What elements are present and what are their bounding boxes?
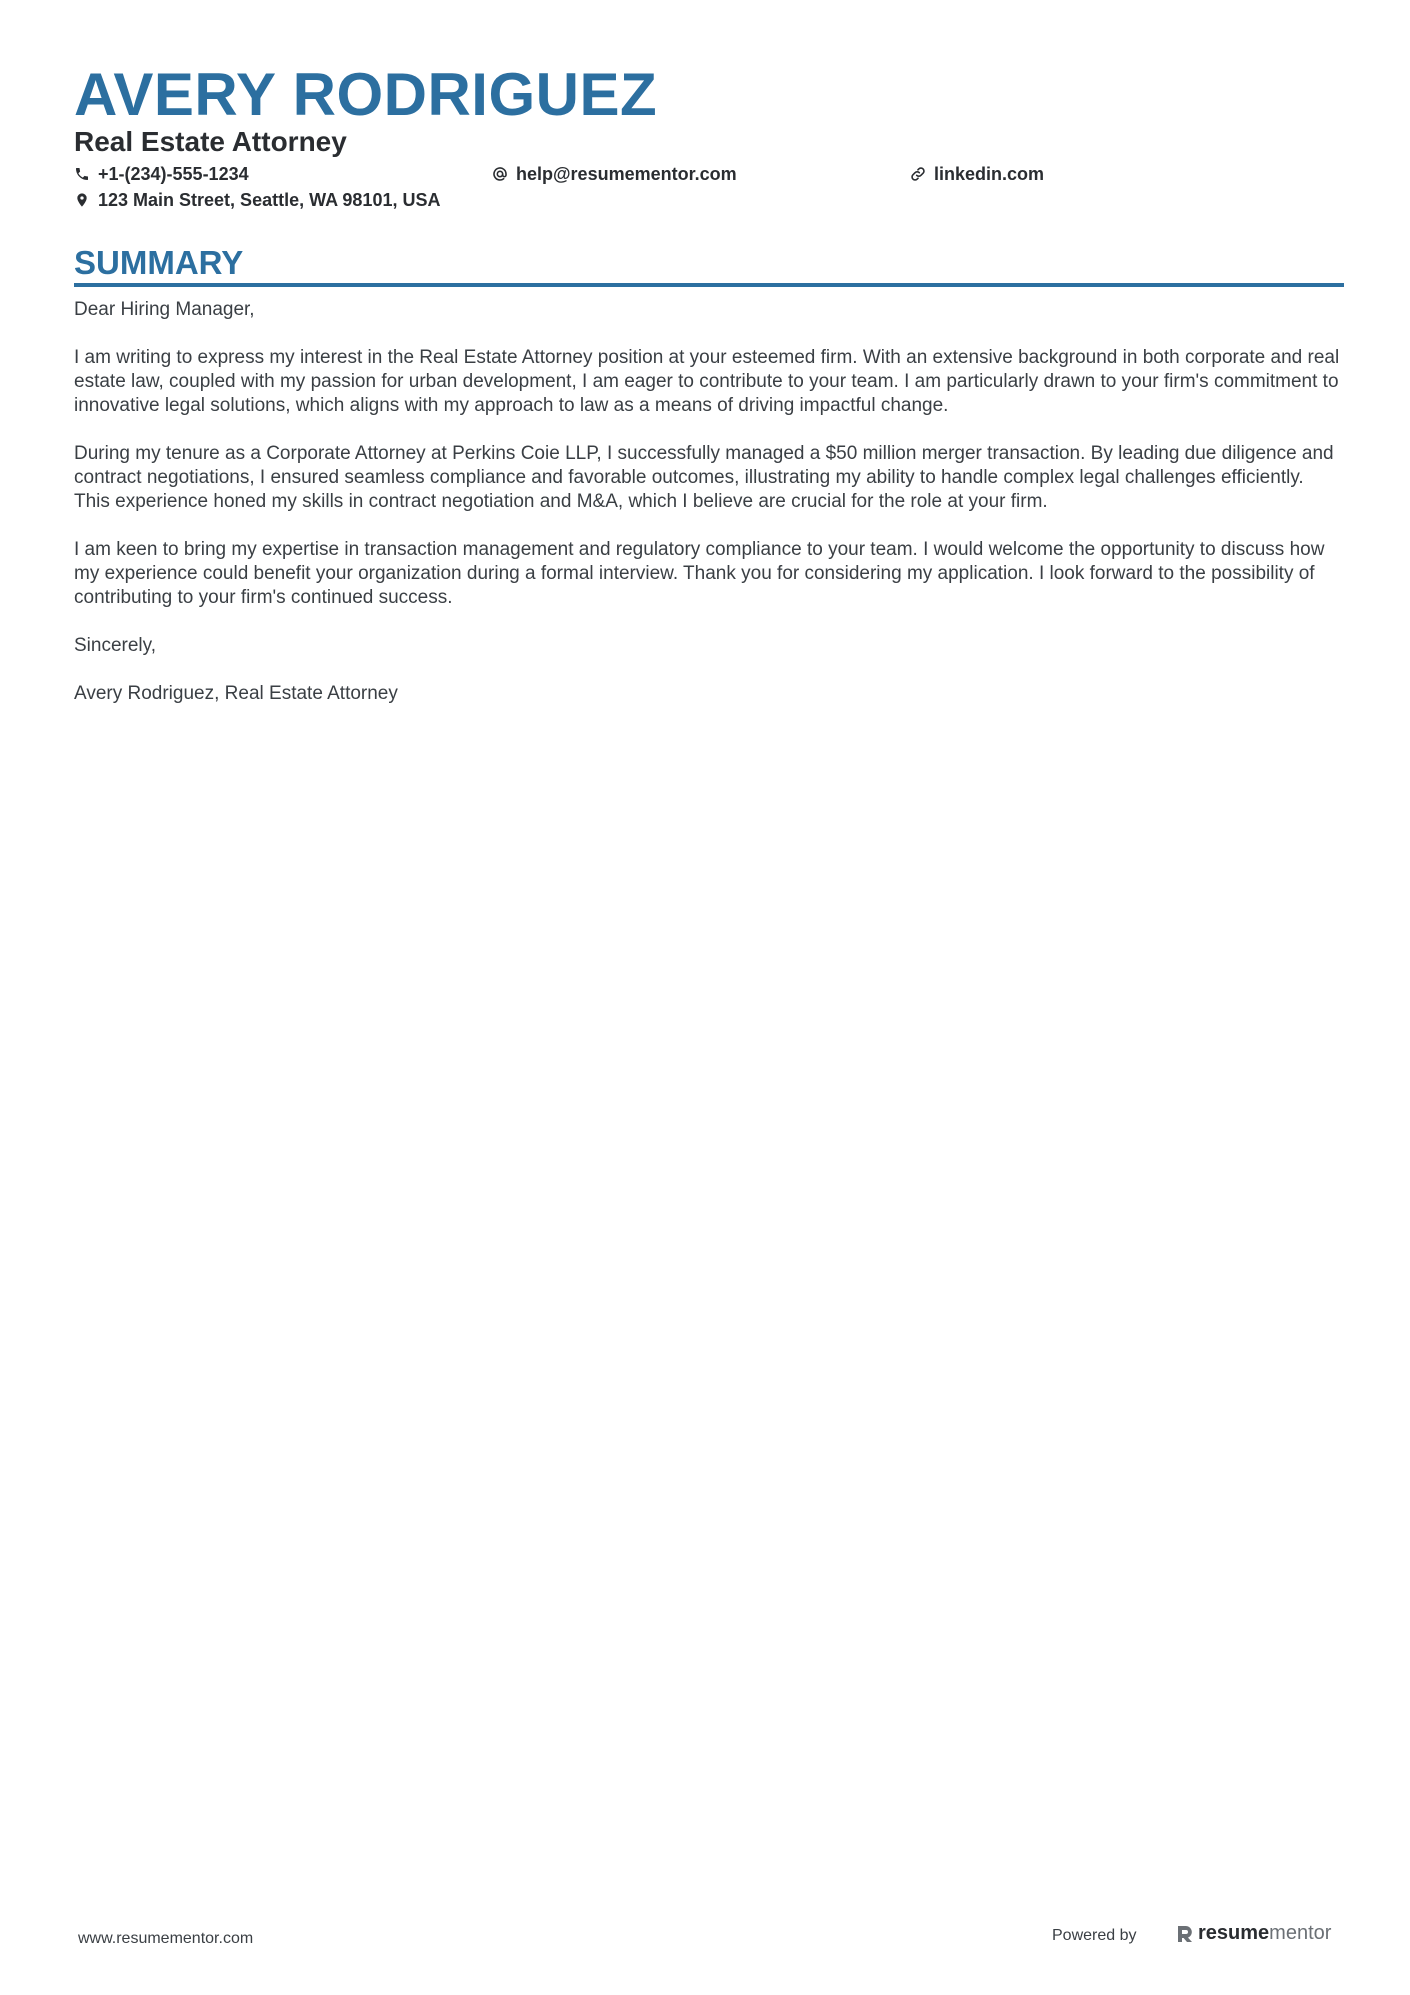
phone-icon xyxy=(74,166,90,182)
brand-name-part1: resume xyxy=(1198,1922,1270,1944)
letter-closing: Sincerely, xyxy=(74,635,157,656)
candidate-role: Real Estate Attorney xyxy=(74,126,347,157)
link-icon xyxy=(910,166,926,182)
letter-paragraph: I am writing to express my interest in the Real Estate Attorney position at your esteemed firm. With an extensive background in both corporate and real estate law, coupled with my passion for urban development, I am eager to contribute to your team. I am particularly drawn to your firm's commitment to innovative legal solutions, which aligns with my approach to law as a means of driving impactful change. xyxy=(74,347,1340,416)
resumementor-logo-icon xyxy=(1176,1924,1194,1944)
letter-paragraph: During my tenure as a Corporate Attorney at Perkins Coie LLP, I successfully managed a $50 million merger transaction. By leading due diligence and contract negotiations, I ensured seamless compliance and favorable outcomes, illustrating my ability to handle complex legal challenges efficiently. This experience honed my skills in contract negotiation and M&A, which I believe are crucial for the role at your firm. xyxy=(74,443,1334,512)
section-title-summary: SUMMARY xyxy=(74,244,244,281)
contact-email xyxy=(492,162,737,186)
contact-phone xyxy=(74,162,249,186)
brand-name-part2: mentor xyxy=(1269,1922,1332,1944)
contact-linkedin xyxy=(910,162,1044,186)
letter-paragraph: I am keen to bring my expertise in transaction management and regulatory compliance to your team. I would welcome the opportunity to discuss how my experience could benefit your organization during a formal interview. Thank you for considering my application. I look forward to the possibility of contributing to your firm's continued success. xyxy=(74,539,1325,608)
footer-website[interactable]: www.resumementor.com xyxy=(78,1930,254,1947)
location-pin-icon xyxy=(74,192,90,208)
linkedin-text[interactable]: linkedin.com xyxy=(934,164,1045,184)
at-icon xyxy=(492,166,508,182)
section-divider xyxy=(74,283,1344,287)
powered-by-label: Powered by xyxy=(1052,1927,1137,1944)
brand-logo[interactable] xyxy=(1176,1922,1331,1945)
email-text[interactable]: help@resumementor.com xyxy=(516,164,737,184)
letter-body xyxy=(74,298,1344,730)
letter-greeting: Dear Hiring Manager, xyxy=(74,299,255,320)
phone-text: +1-(234)-555-1234 xyxy=(98,164,249,184)
contact-address xyxy=(74,188,440,212)
letter-signature: Avery Rodriguez, Real Estate Attorney xyxy=(74,683,398,704)
address-text: 123 Main Street, Seattle, WA 98101, USA xyxy=(98,190,441,210)
candidate-name: AVERY RODRIGUEZ xyxy=(74,61,658,128)
